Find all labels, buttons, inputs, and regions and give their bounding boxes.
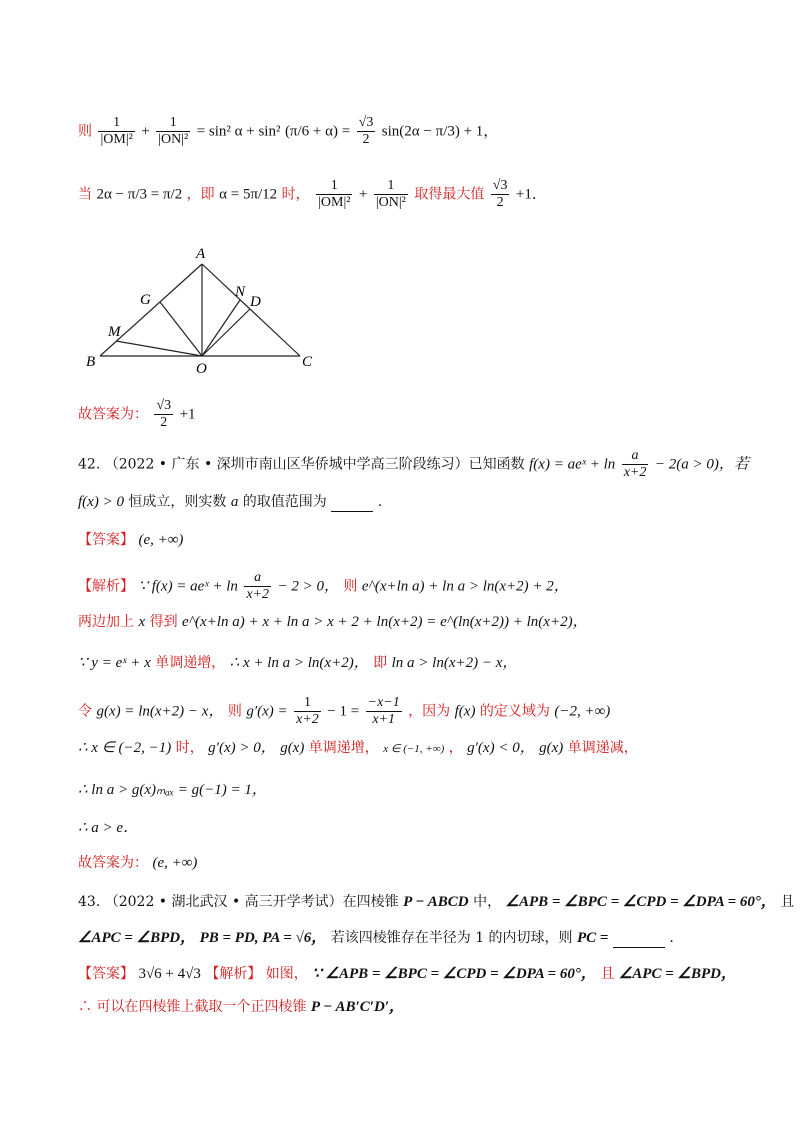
q42-s2-b: 得到 <box>149 614 178 630</box>
q42-s5-a: ∴ x ∈ (−2, −1) <box>78 740 172 756</box>
q43-line-2 <box>78 928 674 948</box>
q42-s6: ∴ ln a > g(x)ₘₐₓ = g(−1) = 1， <box>78 782 267 798</box>
q42-answer-line <box>78 530 183 550</box>
q42-s5-f: x ∈ (−1, +∞) <box>383 743 445 755</box>
q42-analysis-line-2 <box>78 612 588 632</box>
q42-period: . <box>377 494 383 510</box>
q42-s3-d: 即 <box>373 655 388 671</box>
q42-answer-value: (e, +∞) <box>138 532 184 548</box>
q42-s2-x: x <box>138 614 146 630</box>
q42-answer-tag: 【答案】 <box>78 532 134 548</box>
q42-analysis-line-5 <box>78 738 638 759</box>
triangle-figure <box>80 242 330 382</box>
q43-answer-tag: 【答案】 <box>78 966 134 982</box>
answer-fraction: $\frac{√3}{2}$ <box>156 398 172 430</box>
q42-s4-fraction-1: $\frac{1}{x+2}$ <box>296 695 319 727</box>
q42-s3-a: ∵ y = eˣ + x <box>78 655 151 671</box>
q43-pyramid: P − ABCD <box>403 894 469 910</box>
q43-zhong: 中， <box>473 894 502 910</box>
q42-s4-d: g′(x) = <box>246 703 288 720</box>
q42-source: （2022 • 广东 • 深圳市南山区华侨城中学高三阶段练习）已知函数 <box>104 456 525 473</box>
q42-func: f(x) = aeˣ + ln <box>529 456 616 473</box>
q43-line-1 <box>78 892 794 912</box>
q42-analysis-tag: 【解析】 <box>78 578 134 595</box>
segment-go <box>160 302 202 356</box>
answer-label: 故答案为： <box>78 406 148 423</box>
formula-line-2: 当 2α − π/3 = π/2 ，即 α = 5π/12 时， $\frac{1}{\text{|OM|²}}$ + $\frac{1}{\text{|ON|²}}$ 取得最大值 $\frac{√3}{2}$ +1． <box>78 178 547 210</box>
eq-sin-arg: (π/6 + α) = <box>284 123 351 140</box>
q43-analysis-last <box>78 997 404 1017</box>
q43-last-b: P − AB′C′D′， <box>310 999 405 1015</box>
q42-s4-f: ，因为 <box>408 703 451 720</box>
q42-line-2 <box>78 492 382 512</box>
segment-do <box>202 309 250 356</box>
q42-cond: f(x) > 0 <box>78 494 124 510</box>
q42-cond-text: 恒成立，则实数 <box>128 494 227 510</box>
q42-s3-c: ∴ x + ln a > ln(x+2)， <box>229 655 369 671</box>
q42-s5-d: g(x) <box>280 740 305 756</box>
q43-number: 43. <box>78 894 101 910</box>
q42-var-a: a <box>230 494 239 510</box>
q42-s5-j: 单调递减， <box>567 740 638 756</box>
q42-s4-g: f(x) <box>454 703 476 720</box>
q42-s5-b: 时， <box>175 740 204 756</box>
segment-no <box>202 300 240 356</box>
q43-pc: PC = <box>577 930 609 946</box>
q42-s1-c: 则 <box>343 578 358 595</box>
text-ze: 则 <box>78 123 92 140</box>
q43-lengths: PB = PD, PA = √6， <box>199 930 327 946</box>
q43-condition: 若该四棱锥存在半径为 1 的内切球，则 <box>330 930 573 946</box>
q42-s4-a: 令 <box>78 703 92 720</box>
q43-last-a: ∴ 可以在四棱锥上截取一个正四棱锥 <box>78 999 307 1015</box>
q42-s1-d: e^(x+ln a) + ln a > ln(x+2) + 2， <box>361 578 569 595</box>
q43-answer-value: 3√6 + 4√3 <box>138 966 201 982</box>
q42-s4-c: 则 <box>227 703 242 720</box>
q43-source: （2022 • 湖北武汉 • 高三开学考试）在四棱锥 <box>104 894 399 910</box>
q42-range-text: 的取值范围为 <box>242 494 327 510</box>
formula-line-1: 则 $\frac{1}{\text{|OM|²}}$ + $\frac{1}{\text{|ON|²}}$ = sin² α + sin² (π/6 + α) = $\frac{√3}{2}$ sin(2α − π/3) + 1， <box>78 115 499 147</box>
q42-s1-b: − 2 > 0， <box>277 578 339 595</box>
q42-s4-b: g(x) = ln(x+2) − x， <box>96 703 224 720</box>
fraction-1-om-2: $\frac{1}{\text{|OM|²}}$ <box>318 178 351 210</box>
q43-period: . <box>669 930 674 946</box>
label-g: G <box>140 292 151 308</box>
label-n: N <box>235 284 246 300</box>
q42-s5-i: g(x) <box>539 740 564 756</box>
eq-alpha: α = 5π/12 <box>219 186 278 203</box>
q43-a2: ∵ ∠APB = ∠BPC = ∠CPD = ∠DPA = 60°， <box>312 966 596 982</box>
q42-s4-fraction-2: $\frac{-x-1}{x+1}$ <box>367 695 400 727</box>
fraction-sqrt3-2: $\frac{√3}{2}$ <box>358 115 374 147</box>
q42-number: 42. <box>78 456 101 473</box>
text-dang: 当 <box>78 186 92 203</box>
edge-ba <box>100 264 202 356</box>
q42-analysis-line-6 <box>78 780 267 800</box>
q42-s5-h: g′(x) < 0， <box>467 740 535 756</box>
q42-line-1 <box>78 448 749 481</box>
q42-s7: ∴ a > e． <box>78 820 139 836</box>
answer-value: +1 <box>179 406 196 423</box>
q43-angle-eq: ∠APC = ∠BPD， <box>78 930 196 946</box>
eq-condition: 2α − π/3 = π/2 <box>96 186 183 203</box>
label-m: M <box>108 324 121 340</box>
q42-s4-i: (−2, +∞) <box>554 703 611 720</box>
q42-answer-blank <box>331 497 373 512</box>
q42-analysis-line-7 <box>78 818 138 838</box>
q42-s4-e: − 1 = <box>327 703 360 720</box>
q43-a4: ∠APC = ∠BPD， <box>618 966 736 982</box>
label-c: C <box>302 354 313 370</box>
label-d: D <box>250 294 261 310</box>
q42-func-tail: − 2(a > 0)，若 <box>654 456 749 473</box>
fraction-1-on: $\frac{1}{\text{|ON|²}}$ <box>158 115 189 147</box>
q42-s4-h: 的定义域为 <box>479 703 550 720</box>
q42-s2-a: 两边加上 <box>78 614 134 630</box>
q42-final-value: (e, +∞) <box>152 855 198 871</box>
q42-s5-c: g′(x) > 0， <box>208 740 276 756</box>
q42-s3-e: ln a > ln(x+2) − x， <box>391 655 518 671</box>
q43-answer-line <box>78 964 736 984</box>
q42-s1-a: ∵ f(x) = aeˣ + ln <box>138 578 238 595</box>
q43-qie: 且 <box>780 894 795 910</box>
q42-fraction: $\frac{a}{x+2}$ <box>623 448 647 480</box>
q43-analysis-tag: 【解析】 <box>205 966 262 982</box>
q43-angles: ∠APB = ∠BPC = ∠CPD = ∠DPA = 60°， <box>505 894 776 910</box>
q42-final-label: 故答案为： <box>78 855 148 871</box>
q42-s5-e: 单调递增， <box>308 740 379 756</box>
intro-answer-line <box>78 398 196 431</box>
q42-analysis-line-3 <box>78 653 517 673</box>
q42-s5-g: ， <box>448 740 463 756</box>
eq-max-tail: +1． <box>515 186 547 203</box>
q43-a3: 且 <box>600 966 615 982</box>
fraction-1-om: $\frac{1}{\text{|OM|²}}$ <box>100 115 133 147</box>
label-o: O <box>196 361 207 377</box>
q43-answer-blank <box>613 933 665 948</box>
fraction-1-on-2: $\frac{1}{\text{|ON|²}}$ <box>375 178 406 210</box>
label-b: B <box>86 354 96 370</box>
eq-sin-sum: = sin² α + sin² <box>196 123 281 140</box>
text-ji: ，即 <box>186 186 215 203</box>
label-a: A <box>196 246 206 262</box>
segment-mo <box>116 341 202 356</box>
q42-final-answer <box>78 853 197 873</box>
q42-analysis-line-4 <box>78 695 610 728</box>
q42-s2-c: e^(x+ln a) + x + ln a > x + 2 + ln(x+2) = e^(ln(x+2)) + ln(x+2)， <box>182 614 588 630</box>
q42-s3-b: 单调递增， <box>155 655 226 671</box>
fraction-sqrt3-2-b: $\frac{√3}{2}$ <box>492 178 508 210</box>
eq-sin-result: sin(2α − π/3) + 1， <box>381 123 499 140</box>
q42-s1-fraction: $\frac{a}{x+2}$ <box>246 570 269 602</box>
q43-a1: 如图， <box>265 966 308 982</box>
q42-analysis-line-1 <box>78 570 569 603</box>
text-shi: 时， <box>281 186 310 203</box>
text-max-value: 取得最大值 <box>414 186 485 203</box>
